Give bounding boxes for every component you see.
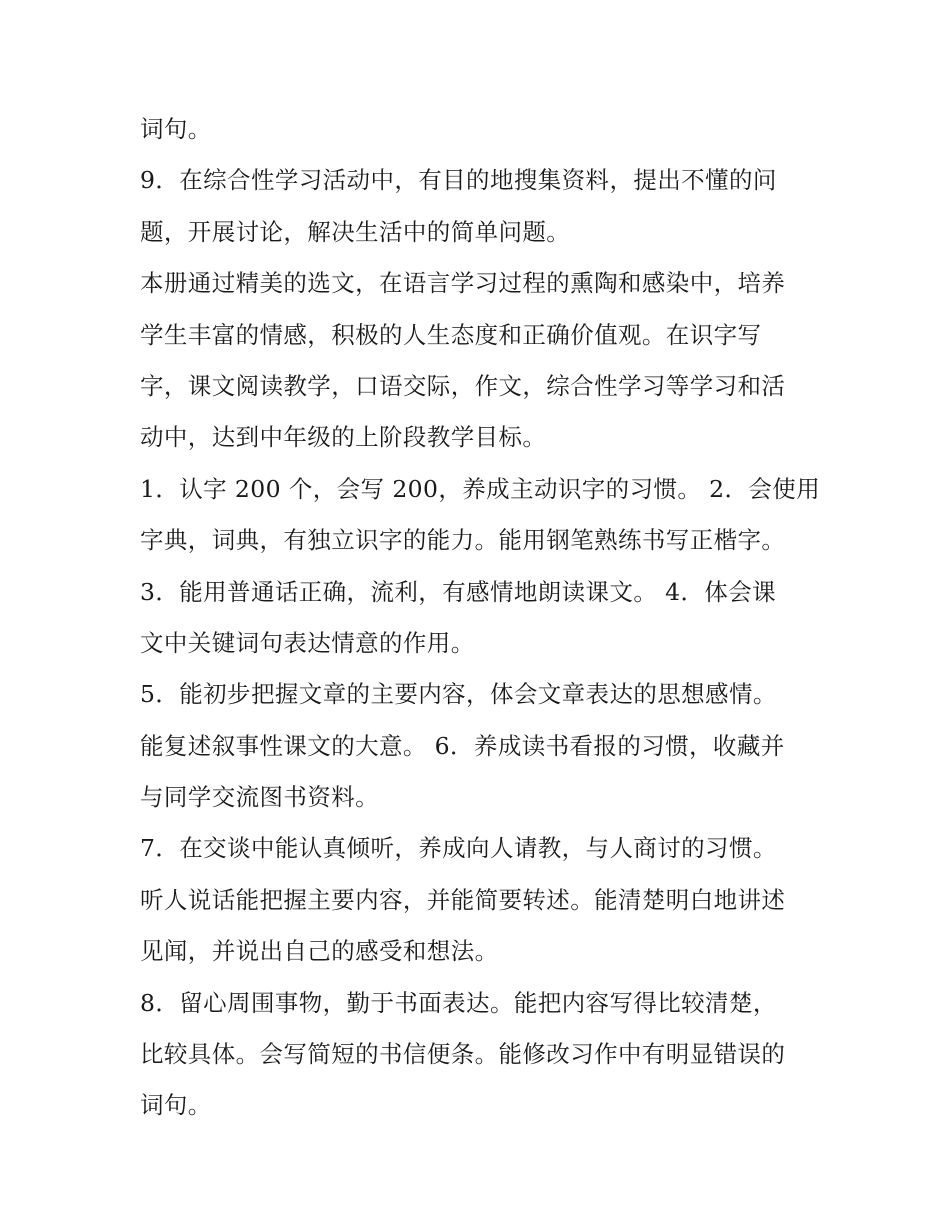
text-line: 听人说话能把握主要内容，并能简要转述。能清楚明白地讲述	[140, 885, 786, 914]
text-line: 比较具体。会写简短的书信便条。能修改习作中有明显错误的	[140, 1040, 786, 1069]
document-body	[140, 104, 830, 1132]
text-line: 题，开展讨论，解决生活中的简单问题。	[140, 217, 571, 246]
text-line: 字典，词典，有独立识字的能力。能用钢笔熟练书写正楷字。	[140, 526, 786, 555]
text-line: 动中，达到中年级的上阶段教学目标。	[140, 423, 547, 452]
text-line: 能复述叙事性课文的大意。 6．养成读书看报的习惯，收藏并	[140, 731, 785, 760]
text-line: 7．在交谈中能认真倾听，养成向人请教，与人商讨的习惯。	[140, 834, 777, 863]
text-line: 1．认字 200 个，会写 200，养成主动识字的习惯。 2．会使用	[140, 474, 821, 503]
text-line: 8．留心周围事物，勤于书面表达。能把内容写得比较清楚，	[140, 988, 777, 1017]
text-line: 9．在综合性学习活动中，有目的地搜集资料，提出不懂的问	[140, 166, 777, 195]
text-line: 3．能用普通话正确，流利，有感情地朗读课文。 4．体会课	[140, 577, 777, 606]
text-line: 学生丰富的情感，积极的人生态度和正确价值观。在识字写	[140, 320, 762, 349]
text-line: 字，课文阅读教学，口语交际，作文，综合性学习等学习和活	[140, 371, 786, 400]
text-line: 文中关键词句表达情意的作用。	[140, 628, 475, 657]
text-line: 5．能初步把握文章的主要内容，体会文章表达的思想感情。	[140, 680, 777, 709]
text-line: 与同学交流图书资料。	[140, 783, 379, 812]
text-line: 见闻，并说出自己的感受和想法。	[140, 937, 499, 966]
text-line: 词句。	[140, 1091, 212, 1120]
text-line: 本册通过精美的选文，在语言学习过程的熏陶和感染中，培养	[140, 269, 786, 298]
text-line: 词句。	[140, 115, 212, 143]
